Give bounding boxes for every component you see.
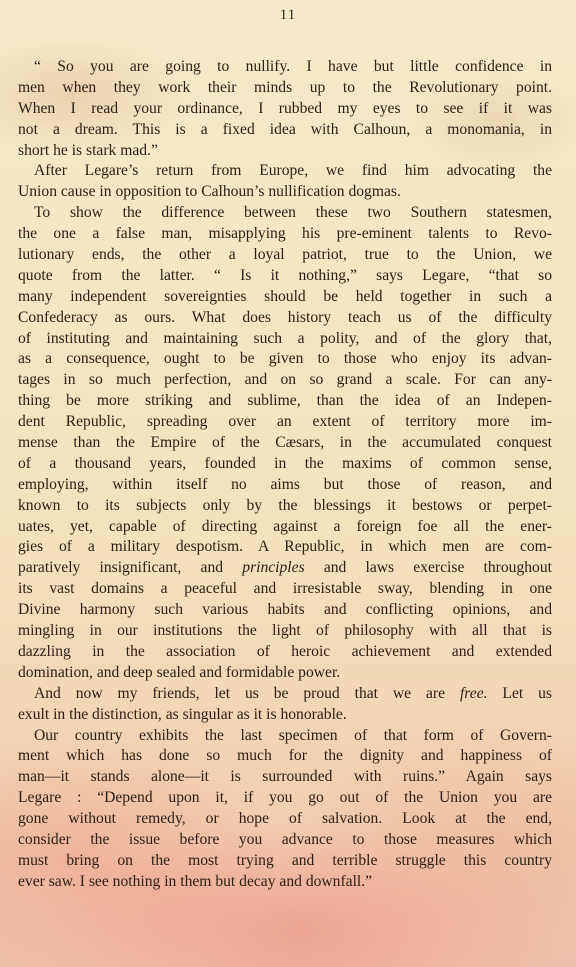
- text-line: [18, 454, 552, 475]
- italic-text-run: free.: [459, 684, 488, 702]
- text-line: [18, 663, 552, 684]
- text-line: [18, 99, 552, 120]
- italic-text-run: principles: [242, 559, 305, 577]
- text-run: ment which has done so much for the dignity and happiness of: [18, 747, 552, 765]
- text-run: known to its subjects only by the blessings it bestows or perpet-: [18, 496, 552, 514]
- text-run: men when they work their minds up to the Revolutionary point.: [18, 78, 552, 96]
- text-run: Divine harmony such various habits and conflicting opinions, and: [18, 601, 552, 619]
- text-line: [18, 558, 552, 579]
- text-run: uates, yet, capable of directing against a foreign foe all the ener-: [18, 517, 552, 535]
- text-line: [18, 684, 552, 705]
- text-line: [18, 245, 552, 266]
- text-run: gies of a military despotism. A Republic, in which men are com-: [18, 538, 552, 556]
- text-run: many independent sovereignties should be held together in such a: [18, 287, 552, 305]
- text-line: [18, 203, 552, 224]
- text-run: To show the difference between these two Southern statesmen,: [34, 204, 552, 222]
- text-line: [18, 349, 552, 370]
- text-run: Our country exhibits the last specimen of that form of Govern-: [34, 726, 552, 744]
- text-run: exult in the distinction, as singular as it is honorable.: [18, 705, 347, 723]
- text-run: of instituting and maintaining such a polity, and of the glory that,: [18, 329, 552, 347]
- text-line: [18, 475, 552, 496]
- text-run: ever saw. I see nothing in them but decay and downfall.”: [18, 872, 373, 890]
- text-run: When I read your ordinance, I rubbed my eyes to see if it was: [18, 99, 552, 117]
- text-line: [18, 788, 552, 809]
- text-run: Union cause in opposition to Calhoun’s nullification dogmas.: [18, 183, 401, 201]
- text-line: [18, 161, 552, 182]
- text-run: mingling in our institutions the light of philosophy with all that is: [18, 622, 552, 640]
- text-run: as a consequence, ought to be given to those who enjoy its advan-: [18, 350, 552, 368]
- text-line: [18, 433, 552, 454]
- text-run: Legare : “Depend upon it, if you go out of the Union you are: [18, 789, 552, 807]
- text-run: quote from the latter. “ Is it nothing,” says Legare, “that so: [18, 266, 552, 284]
- text-run: short he is stark mad.”: [18, 141, 158, 159]
- text-line: [18, 78, 552, 99]
- text-run: “ So you are going to nullify. I have but little confidence in: [34, 58, 552, 75]
- text-run: not a dream. This is a fixed idea with Calhoun, a monomania, in: [18, 120, 552, 138]
- text-run: tages in so much perfection, and on so grand a scale. For can any-: [18, 371, 552, 389]
- text-line: [18, 642, 552, 663]
- text-run: thing be more striking and sublime, than the idea of an Indepen-: [18, 392, 552, 410]
- text-line: [18, 57, 552, 78]
- text-line: [18, 370, 552, 391]
- text-line: [18, 391, 552, 412]
- text-line: [18, 621, 552, 642]
- text-line: [18, 517, 552, 538]
- text-run: man—it stands alone—it is surrounded with ruins.” Again says: [18, 768, 552, 786]
- text-run: dazzling in the association of heroic achievement and extended: [18, 642, 552, 660]
- text-line: [18, 308, 552, 329]
- text-run: its vast domains a peaceful and irresistable sway, blending in one: [18, 580, 552, 598]
- text-run: dent Republic, spreading over an extent of territory more im-: [18, 413, 552, 431]
- text-run: employing, within itself no aims but those of reason, and: [18, 475, 552, 493]
- text-line: [18, 851, 552, 872]
- text-run: After Legare’s return from Europe, we find him advocating the: [34, 162, 552, 180]
- text-run: the one a false man, misapplying his pre-eminent talents to Revo-: [18, 225, 552, 243]
- text-run: lutionary ends, the other a loyal patriot, true to the Union, we: [18, 246, 552, 264]
- text-line: [18, 746, 552, 767]
- text-run: mense than the Empire of the Cæsars, in the accumulated conquest: [18, 434, 552, 452]
- text-line: [18, 726, 552, 747]
- text-line: [18, 182, 552, 203]
- text-line: [18, 579, 552, 600]
- page-number: 11: [279, 7, 297, 23]
- body-text: [18, 57, 552, 893]
- text-run: Confederacy as ours. What does history teach us of the difficulty: [18, 308, 552, 326]
- text-line: [18, 872, 552, 893]
- text-line: [18, 496, 552, 517]
- text-run: consider the issue before you advance to those measures which: [18, 830, 552, 848]
- text-line: [18, 705, 552, 726]
- text-run: And now my friends, let us be proud that we are: [34, 684, 460, 702]
- text-line: [18, 120, 552, 141]
- text-line: [18, 141, 552, 162]
- text-run: domination, and deep sealed and formidable power.: [18, 663, 341, 681]
- text-run: and laws exercise throughout: [304, 559, 552, 577]
- text-run: must bring on the most trying and terrible struggle this country: [18, 851, 552, 869]
- text-line: [18, 600, 552, 621]
- text-run: gone without remedy, or hope of salvation. Look at the end,: [18, 810, 552, 828]
- text-run: Let us: [487, 684, 552, 702]
- text-run: paratively insignificant, and: [18, 559, 243, 577]
- text-run: of a thousand years, founded in the maxims of common sense,: [18, 454, 552, 472]
- text-line: [18, 767, 552, 788]
- text-line: [18, 412, 552, 433]
- text-line: [18, 537, 552, 558]
- text-line: [18, 809, 552, 830]
- text-line: [18, 830, 552, 851]
- text-line: [18, 329, 552, 350]
- text-line: [18, 266, 552, 287]
- text-line: [18, 224, 552, 245]
- text-line: [18, 287, 552, 308]
